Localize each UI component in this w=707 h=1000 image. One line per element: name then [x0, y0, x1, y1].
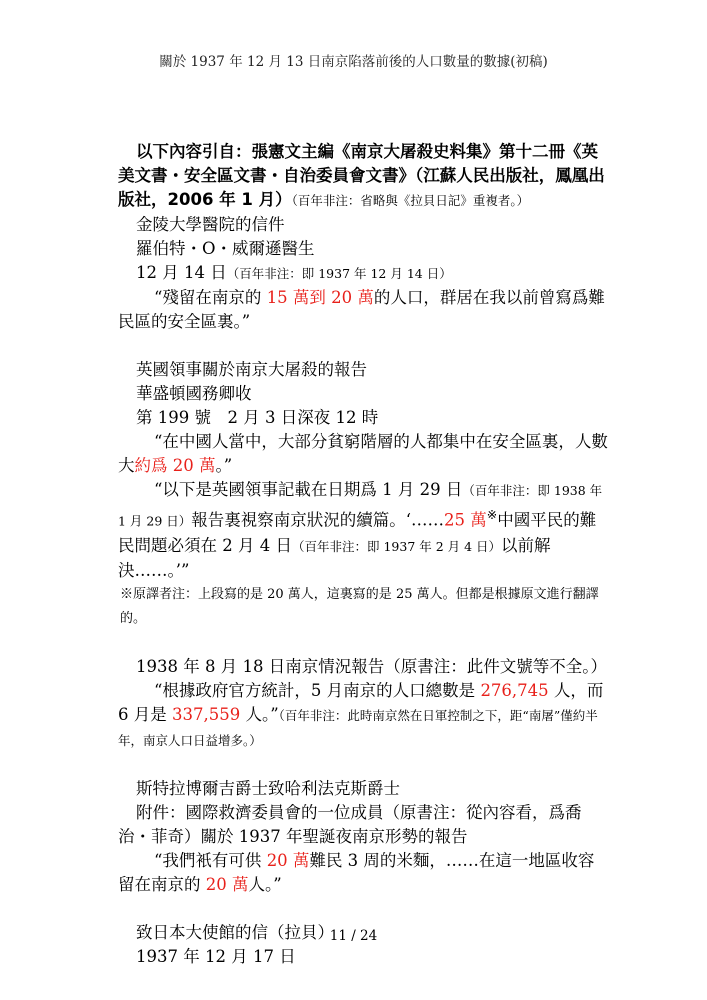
sec5-title: 致日本大使館的信（拉貝）	[136, 922, 334, 942]
document-body	[118, 140, 608, 969]
sec3-quote	[118, 679, 608, 753]
page-header: 關於 1937 年 12 月 13 日南京陷落前後的人口數量的數據(初稿)	[159, 54, 548, 70]
sec2-title: 英國領事關於南京大屠殺的報告	[136, 360, 367, 379]
sec2-number: 第 199 號 2 月 3 日深夜 12 時	[136, 408, 379, 427]
sec3-quote-c: 人。”	[240, 704, 279, 724]
sec4-quote-a: “我們衹有可供	[154, 850, 267, 870]
sec3-title: 1938 年 8 月 18 日南京情況報告（原書注：此件文號等不全。）	[136, 656, 607, 676]
sec2-quote2-d: 以前解決……。’”	[118, 535, 551, 580]
sec3-quote-b: 人，而 6 月是	[118, 680, 604, 724]
sec2-quote1-figure: 約爲 20 萬	[134, 456, 216, 475]
spacer	[118, 753, 608, 777]
sec1-quote	[118, 286, 608, 334]
sec1-date-note: （百年非注：即 1937 年 12 月 14 日）	[226, 266, 452, 281]
sec2-quote2-a: “以下是英國領事記載在日期爲 1 月 29 日	[154, 480, 463, 499]
sec2-quote1	[118, 430, 608, 478]
page-number: 11 / 24	[329, 928, 378, 944]
sec3-quote-figure-may: 276,745	[480, 680, 549, 700]
sec4-quote-figure2: 20 萬	[205, 874, 249, 894]
sec1-date: 12 月 14 日	[136, 263, 227, 282]
sec1-quote-post: 的人口，群居在我以前曾寫爲難民區的安全區裏。”	[118, 288, 605, 331]
spacer	[118, 631, 608, 655]
sec3-quote-note: （百年非注：此時南京然在日軍控制之下，距“南屠”僅約半年，南京人口日益增多。）	[118, 707, 598, 748]
spacer	[118, 897, 608, 921]
sec4-attachment: 附件：國際救濟委員會的一位成員（原書注：從內容看，爲喬治・菲奇）關於 1937 年聖誕夜南京形勢的報告	[118, 802, 582, 846]
intro-paragraph	[118, 140, 608, 213]
sec4-quote-c: 人。”	[248, 874, 282, 894]
sec1-date-line	[118, 261, 608, 286]
sec1-author: 羅伯特・O・威爾遜醫生	[136, 239, 315, 258]
sec2-quote2-note2: （百年非注：即 1937 年 2 月 4 日）	[291, 538, 502, 554]
sec2-quote2	[118, 478, 608, 583]
sec2-quote2-mark: ※	[486, 507, 498, 522]
sec2-quote2-b: 報告裏視察南京狀況的續篇。‘……	[191, 510, 445, 530]
sec4-quote	[118, 849, 608, 897]
sec1-title: 金陵大學醫院的信件	[136, 215, 285, 234]
sec2-quote2-c: 中國平民的難民問題必須在 2 月 4 日	[118, 510, 597, 555]
intro-note: （百年非注：省略與《拉貝日記》重複者。）	[291, 193, 530, 208]
sec4-title: 斯特拉博爾吉爵士致哈利法克斯爵士	[136, 778, 400, 798]
sec1-quote-figure: 15 萬到 20 萬	[266, 288, 374, 307]
sec2-quote2-figure: 25 萬	[444, 510, 487, 530]
sec4-quote-figure1: 20 萬	[266, 850, 310, 870]
sec3-quote-figure-june: 337,559	[172, 704, 241, 724]
translator-note: ※原譯者注：上段寫的是 20 萬人，這裏寫的是 25 萬人。但都是根據原文進行翻譯的。	[120, 586, 599, 626]
sec2-quote1-pre: “在中國人當中，大部分貧窮階層的人都集中在安全區裏，人數大	[118, 432, 608, 475]
sec3-quote-a: “根據政府官方統計，5 月南京的人口總數是	[154, 680, 481, 700]
sec5-date: 1937 年 12 月 17 日	[136, 946, 296, 966]
sec2-quote2-note1: （百年非注：即 1938 年 1 月 29 日）	[118, 483, 603, 529]
sec2-recipient: 華盛頓國務卿收	[136, 384, 252, 403]
intro-citation: 以下內容引自：張憲文主編《南京大屠殺史料集》第十二冊《英美文書・安全區文書・自治委員會文書》（江蘇人民出版社，鳳凰出版社，2006 年 1 月）	[118, 142, 605, 209]
sec2-quote1-post: 。”	[215, 456, 233, 475]
spacer	[118, 334, 608, 358]
sec4-quote-b: 難民 3 周的米麵，……在這一地區收容留在南京的	[118, 850, 595, 894]
sec1-quote-pre: “殘留在南京的	[154, 288, 267, 307]
